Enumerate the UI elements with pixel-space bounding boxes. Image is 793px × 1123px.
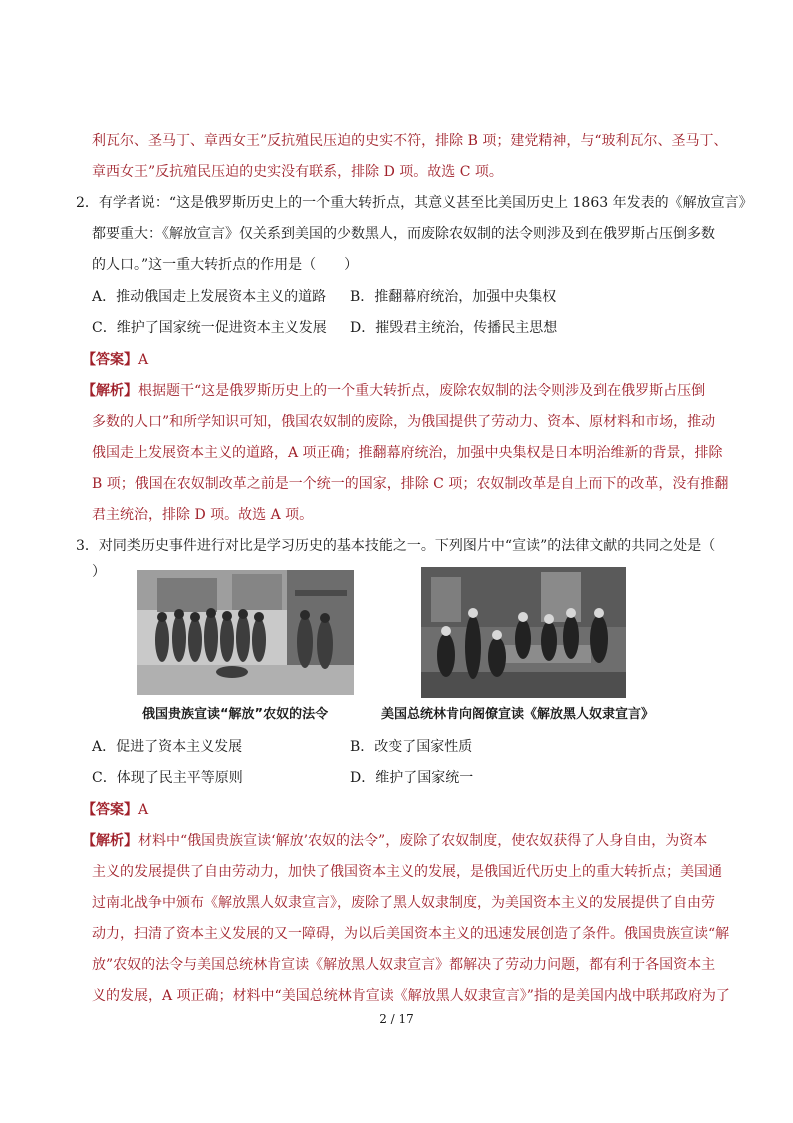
q2-answer-value: A bbox=[138, 352, 149, 368]
q2-analysis-line-1 bbox=[82, 381, 705, 401]
q3-analysis-line-3: 过南北战争中颁布《解放黑人奴隶宣言》，废除了黑人奴隶制度，为美国资本主义的发展提供了自由劳 bbox=[92, 895, 715, 911]
q2-analysis-tag: 【解析】 bbox=[82, 383, 138, 399]
q3-answer-value: A bbox=[138, 802, 149, 818]
q3-stem-line-1: 3．对同类历史事件进行对比是学习历史的基本技能之一。下列图片中“宣读”的法律文献的共同之处是（ bbox=[76, 538, 716, 554]
q2-analysis-line-3: 俄国走上发展资本主义的道路，A 项正确；推翻幕府统治，加强中央集权是日本明治维新的背景，排除 bbox=[92, 445, 723, 461]
q3-option-c: C．体现了民主平等原则 bbox=[92, 770, 243, 786]
q3-answer-tag: 【答案】 bbox=[82, 802, 138, 818]
page-number: 2 / 17 bbox=[379, 1012, 414, 1026]
q2-option-c: C．维护了国家统一促进资本主义发展 bbox=[92, 320, 327, 336]
q2-option-d: D．摧毁君主统治，传播民主思想 bbox=[350, 320, 558, 336]
q3-option-a: A．促进了资本主义发展 bbox=[92, 739, 243, 755]
q3-analysis-line-2: 主义的发展提供了自由劳动力，加快了俄国资本主义的发展，是俄国近代历史上的重大转折点；美国通 bbox=[92, 864, 722, 880]
q2-answer-tag: 【答案】 bbox=[82, 352, 138, 368]
q2-analysis-line-2: 多数的人口”和所学知识可知，俄国农奴制的废除，为俄国提供了劳动力、资本、原材料和市场，推动 bbox=[92, 414, 716, 430]
prev-analysis-line-2: 章西女王”反抗殖民压迫的史实没有联系，排除 D 项。故选 C 项。 bbox=[92, 164, 503, 180]
q2-answer bbox=[82, 350, 148, 370]
q3-stem-line-2: ） bbox=[92, 564, 106, 580]
lincoln-proclamation-image bbox=[421, 567, 626, 698]
russian-emancipation-image bbox=[137, 570, 354, 695]
q2-option-b: B．推翻幕府统治，加强中央集权 bbox=[350, 289, 557, 305]
caption-right: 美国总统林肯向阁僚宣读《解放黑人奴隶宣言》 bbox=[381, 707, 655, 722]
q3-analysis-line-4: 动力，扫清了资本主义发展的又一障碍，为以后美国资本主义的迅速发展创造了条件。俄国贵族宣读“解 bbox=[92, 926, 730, 942]
prev-analysis-line-1: 利瓦尔、圣马丁、章西女王”反抗殖民压迫的史实不符，排除 B 项；建党精神，与“玻利瓦尔、圣马丁、 bbox=[92, 133, 728, 149]
q2-option-a: A．推动俄国走上发展资本主义的道路 bbox=[92, 289, 327, 305]
q3-analysis-line-5: 放”农奴的法令与美国总统林肯宣读《解放黑人奴隶宣言》都解决了劳动力问题，都有利于各国资本主 bbox=[92, 957, 716, 973]
q2-stem-line-3: 的人口。”这一重大转折点的作用是（ ） bbox=[92, 257, 359, 273]
q3-analysis-tag: 【解析】 bbox=[82, 833, 138, 849]
caption-left: 俄国贵族宣读“解放”农奴的法令 bbox=[142, 707, 329, 722]
q3-analysis-line-1 bbox=[82, 831, 707, 851]
q3-analysis-line-6: 义的发展，A 项正确；材料中“美国总统林肯宣读《解放黑人奴隶宣言》”指的是美国内战中联邦政府为了 bbox=[92, 988, 730, 1004]
q3-option-b: B．改变了国家性质 bbox=[350, 739, 473, 755]
q2-analysis-text-1: 根据题干“这是俄罗斯历史上的一个重大转折点，废除农奴制的法令则涉及到在俄罗斯占压倒 bbox=[138, 383, 706, 399]
q2-stem-line-2: 都要重大：《解放宣言》仅关系到美国的少数黑人，而废除农奴制的法令则涉及到在俄罗斯占压倒多数 bbox=[92, 226, 715, 242]
q3-analysis-text-1: 材料中“俄国贵族宣读‘解放’农奴的法令”，废除了农奴制度，使农奴获得了人身自由，为资本 bbox=[138, 833, 708, 849]
q2-analysis-line-5: 君主统治，排除 D 项。故选 A 项。 bbox=[92, 507, 314, 523]
q2-stem-line-1: 2．有学者说：“这是俄罗斯历史上的一个重大转折点，其意义甚至比美国历史上 1863 年发表的《解放宣言》 bbox=[76, 195, 753, 211]
q2-analysis-line-4: B 项；俄国在农奴制改革之前是一个统一的国家，排除 C 项；农奴制改革是自上而下的改革，没有推翻 bbox=[92, 476, 729, 492]
q3-option-d: D．维护了国家统一 bbox=[350, 770, 474, 786]
q3-answer bbox=[82, 800, 148, 820]
